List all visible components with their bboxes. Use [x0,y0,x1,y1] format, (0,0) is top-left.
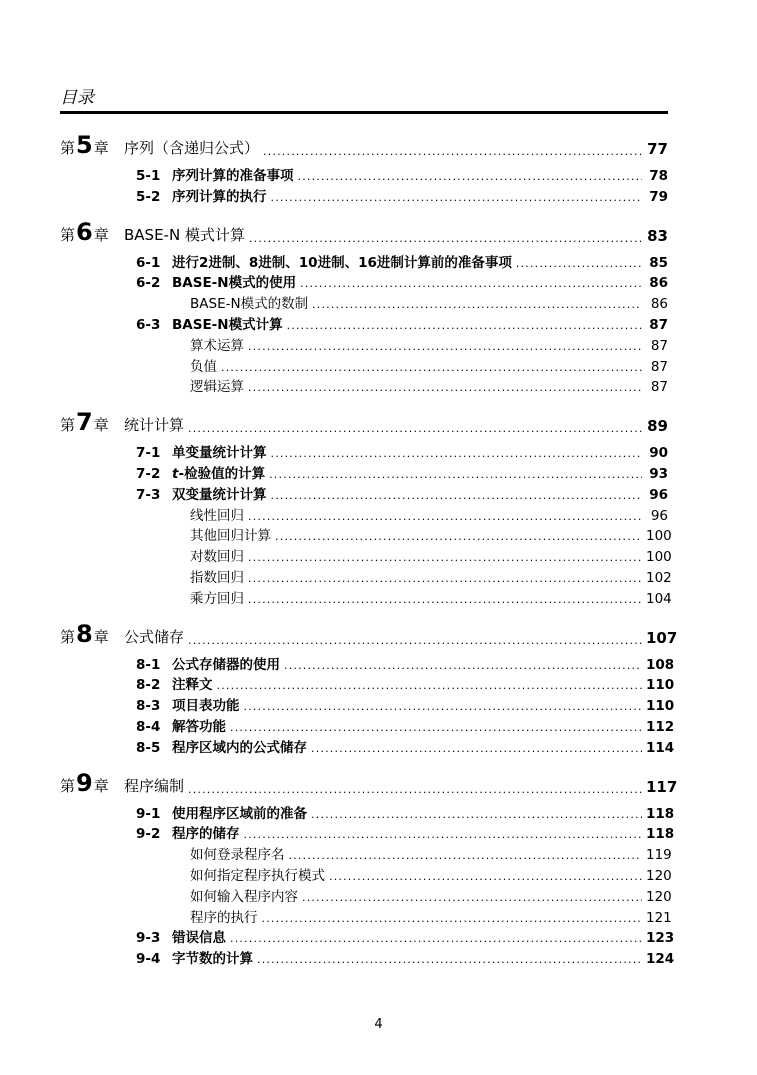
section-title: 项目表功能 [172,698,240,715]
section-entry[interactable] [60,483,668,504]
dot-leader [516,257,642,270]
section-page-number: 90 [649,445,668,462]
subsection-page-number: 104 [646,590,672,607]
subsection-page-number: 100 [646,549,672,566]
section-entry[interactable] [60,313,668,334]
section-title: 序列计算的执行 [172,188,267,205]
section-page-number: 123 [646,930,675,947]
chapter-label [60,619,124,648]
section-entry[interactable] [60,185,668,206]
section-page-number: 79 [649,188,668,205]
chapter-prefix: 第 [60,225,76,244]
subsection-title: 逻辑运算 [190,379,244,396]
dot-leader [248,551,642,564]
section-entry[interactable] [60,822,675,843]
section-page-number: 118 [646,805,675,822]
subsection-title: 其他回归计算 [190,528,271,545]
section-entry[interactable] [60,802,675,823]
dot-leader [188,783,642,796]
dot-leader [275,530,642,543]
section-number: 7-3 [136,486,161,503]
section-number: 6-1 [136,254,161,271]
subsection-entry[interactable] [60,375,668,396]
dot-leader [271,489,643,502]
section-page-number: 78 [649,168,668,184]
dot-leader [302,891,642,904]
dot-leader [269,468,642,481]
section-page-number: 85 [649,254,668,271]
section-number: 5-1 [136,168,161,184]
section-page-number: 114 [646,739,675,756]
section-title: t-检验值的计算 [172,465,266,482]
subsection-page-number: 121 [646,909,672,926]
dot-leader [329,870,642,883]
section-title: 程序区域内的公式储存 [172,739,307,756]
section-page-number: 93 [649,465,668,482]
chapter-prefix: 第 [60,139,76,157]
subsection-entry[interactable] [60,843,672,864]
chapter-page-number: 89 [647,417,668,436]
chapter-title: 统计计算 [124,416,185,435]
chapter-block [60,130,668,206]
section-list [60,441,672,607]
section-page-number: 87 [649,316,668,333]
section-number: 5-2 [136,188,161,205]
section-title: 序列计算的准备事项 [172,168,294,184]
subsection-title: BASE-N模式的数制 [190,296,309,313]
section-page-number: 110 [646,698,675,715]
subsection-title: 如何输入程序内容 [190,888,298,905]
chapter-title: BASE-N 模式计算 [124,225,245,244]
dot-leader [244,700,643,713]
section-entry[interactable] [60,271,668,292]
subsection-page-number: 96 [650,507,668,524]
subsection-page-number: 87 [650,337,668,354]
chapter-block [60,407,672,607]
chapter-page-number: 83 [647,226,668,245]
section-entry[interactable] [60,164,668,185]
section-page-number: 124 [646,951,675,968]
chapter-heading[interactable] [60,407,668,435]
chapter-prefix: 第 [60,776,76,795]
dot-leader [271,191,643,204]
table-of-contents [60,130,678,979]
subsection-entry[interactable] [60,906,672,927]
section-number: 9-2 [136,826,161,843]
section-page-number: 110 [646,677,675,694]
section-list [60,164,668,206]
section-number: 9-4 [136,951,161,968]
chapter-label [60,133,124,158]
section-entry[interactable] [60,715,675,736]
subsection-title: 负值 [190,358,217,375]
dot-leader [257,953,642,966]
dot-leader [248,510,642,523]
section-entry[interactable] [60,653,675,674]
chapter-block [60,217,668,397]
subsection-title: 算术运算 [190,337,244,354]
subsection-entry[interactable] [60,864,672,885]
dot-leader [248,593,642,606]
dot-leader [244,828,643,841]
section-list [60,653,675,757]
section-entry[interactable] [60,736,675,757]
subsection-entry[interactable] [60,587,672,608]
chapter-suffix: 章 [93,416,109,435]
section-title: BASE-N模式计算 [172,316,283,333]
chapter-number: 5 [76,131,93,159]
chapter-number: 6 [76,217,93,246]
section-number: 8-4 [136,718,161,735]
section-page-number: 112 [646,718,675,735]
chapter-number: 7 [76,408,93,437]
section-number: 6-3 [136,316,161,333]
section-page-number: 86 [649,275,668,292]
subsection-entry[interactable] [60,355,668,376]
dot-leader [249,232,642,245]
section-list [60,251,668,397]
section-entry[interactable] [60,462,668,483]
subsection-page-number: 87 [650,358,668,375]
section-title: BASE-N模式的使用 [172,275,297,292]
chapter-label [60,217,124,246]
section-title: 进行2进制、8进制、10进制、16进制计算前的准备事项 [172,254,512,271]
page-header [60,88,668,114]
section-number: 7-1 [136,445,161,462]
chapter-page-number: 77 [647,140,668,158]
subsection-entry[interactable] [60,292,668,313]
subsection-title: 程序的执行 [190,909,258,926]
chapter-block [60,768,678,968]
subsection-entry[interactable] [60,545,672,566]
subsection-entry[interactable] [60,334,668,355]
section-title: 错误信息 [172,930,226,947]
section-number: 8-3 [136,698,161,715]
subsection-title: 对数回归 [190,549,244,566]
subsection-title: 线性回归 [190,507,244,524]
dot-leader [248,340,642,353]
chapter-prefix: 第 [60,627,76,646]
dot-leader [312,298,642,311]
dot-leader [248,572,642,585]
section-page-number: 118 [646,826,675,843]
subsection-page-number: 87 [650,379,668,396]
section-number: 8-1 [136,656,161,673]
section-title: 程序的储存 [172,826,240,843]
section-page-number: 108 [646,656,675,673]
subsection-page-number: 102 [646,569,672,586]
section-entry[interactable] [60,926,675,947]
section-number: 8-2 [136,677,161,694]
chapter-suffix: 章 [93,627,109,646]
page-title: 目录 [60,88,94,108]
dot-leader [263,145,642,158]
chapter-suffix: 章 [93,139,109,157]
page-number: 4 [374,1017,383,1032]
dot-leader [188,422,642,435]
section-number: 9-1 [136,805,161,822]
section-number: 6-2 [136,275,161,292]
subsection-title: 指数回归 [190,569,244,586]
dot-leader [221,361,642,374]
section-number: 9-3 [136,930,161,947]
section-entry[interactable] [60,251,668,272]
chapter-title: 程序编制 [124,776,185,795]
dot-leader [230,932,642,945]
subsection-page-number: 119 [646,847,672,864]
chapter-title: 序列（含递归公式） [124,139,260,157]
section-title: 单变量统计计算 [172,445,267,462]
dot-leader [311,808,642,821]
dot-leader [271,447,643,460]
section-title: 字节数的计算 [172,951,253,968]
subsection-page-number: 120 [646,867,672,884]
chapter-heading[interactable] [60,130,668,158]
subsection-entry[interactable] [60,885,672,906]
dot-leader [230,721,642,734]
subsection-entry[interactable] [60,504,668,525]
chapter-suffix: 章 [93,225,109,244]
chapter-prefix: 第 [60,416,76,435]
dot-leader [311,742,642,755]
section-entry[interactable] [60,441,668,462]
subsection-entry[interactable] [60,566,672,587]
section-number: 8-5 [136,739,161,756]
chapter-label [60,410,124,435]
chapter-page-number: 107 [646,628,678,647]
section-entry[interactable] [60,947,675,968]
subsection-title: 如何登录程序名 [190,847,285,864]
dot-leader [217,679,643,692]
chapter-block [60,619,678,757]
section-title: 公式存储器的使用 [172,656,280,673]
chapter-heading[interactable] [60,768,678,797]
dot-leader [262,912,643,925]
chapter-suffix: 章 [93,776,109,795]
section-page-number: 96 [649,486,668,503]
section-list [60,802,675,968]
dot-leader [289,849,643,862]
chapter-label [60,768,124,797]
dot-leader [248,381,642,394]
dot-leader [298,170,643,183]
section-number: 7-2 [136,465,161,482]
dot-leader [300,277,642,290]
chapter-title: 公式储存 [124,627,185,646]
section-entry[interactable] [60,694,675,715]
dot-leader [284,659,642,672]
subsection-page-number: 100 [646,528,672,545]
section-title: 双变量统计计算 [172,486,267,503]
chapter-number: 8 [76,619,93,648]
chapter-page-number: 117 [646,777,678,796]
chapter-heading[interactable] [60,217,668,245]
chapter-number: 9 [76,768,93,797]
subsection-page-number: 86 [650,296,668,313]
dot-leader [287,319,642,332]
subsection-title: 如何指定程序执行模式 [190,867,325,884]
chapter-heading[interactable] [60,619,678,648]
section-title: 使用程序区域前的准备 [172,805,307,822]
section-entry[interactable] [60,673,675,694]
section-title: 注释文 [172,677,213,694]
subsection-entry[interactable] [60,524,672,545]
section-title: 解答功能 [172,718,226,735]
subsection-title: 乘方回归 [190,590,244,607]
subsection-page-number: 120 [646,888,672,905]
dot-leader [188,634,642,647]
